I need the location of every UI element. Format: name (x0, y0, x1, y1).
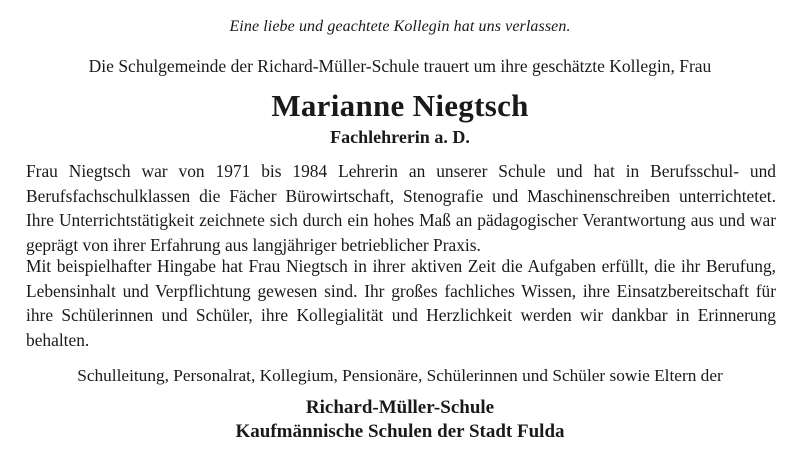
lead-line: Die Schulgemeinde der Richard-Müller-Schule trauert um ihre geschätzte Kollegin, Frau (88, 56, 712, 76)
school-subtitle: Kaufmännische Schulen der Stadt Fulda (235, 421, 565, 442)
intro-line: Eine liebe und geachtete Kollegin hat uns verlassen. (229, 18, 571, 35)
deceased-name: Marianne Niegtsch (271, 88, 529, 123)
school-signature (0, 396, 800, 444)
paragraph-career: Frau Niegtsch war von 1971 bis 1984 Lehrerin an unserer Schule und hat in Berufsschul- und Berufsfachschulklassen die Fächer Bürowirtschaft, Stenografie und Maschinenschreiben unterrichtetet. Ihre Unterrichtstätigkeit zeichnete sich durch ein hohes Maß an pädagogischer Verantwortung aus und war geprägt von ihrer Erfahrung aus langjähriger betrieblicher Praxis. (26, 161, 776, 255)
mourners-line: Schulleitung, Personalrat, Kollegium, Pensionäre, Schülerinnen und Schüler sowie Eltern der (77, 366, 723, 385)
deceased-title: Fachlehrerin a. D. (330, 127, 470, 147)
school-name: Richard-Müller-Schule (305, 397, 495, 418)
paragraph-tribute: Mit beispielhafter Hingabe hat Frau Niegtsch in ihrer aktiven Zeit die Aufgaben erfüllt, die ihr Berufung, Lebensinhalt und Verpflichtung gewesen sind. Ihr großes fachliches Wissen, ihre Einsatzbereitschaft für ihre Schülerinnen und Schüler, ihre Kollegialität und Herzlichkeit werden wir dankbar in Erinnerung behalten. (26, 256, 776, 350)
